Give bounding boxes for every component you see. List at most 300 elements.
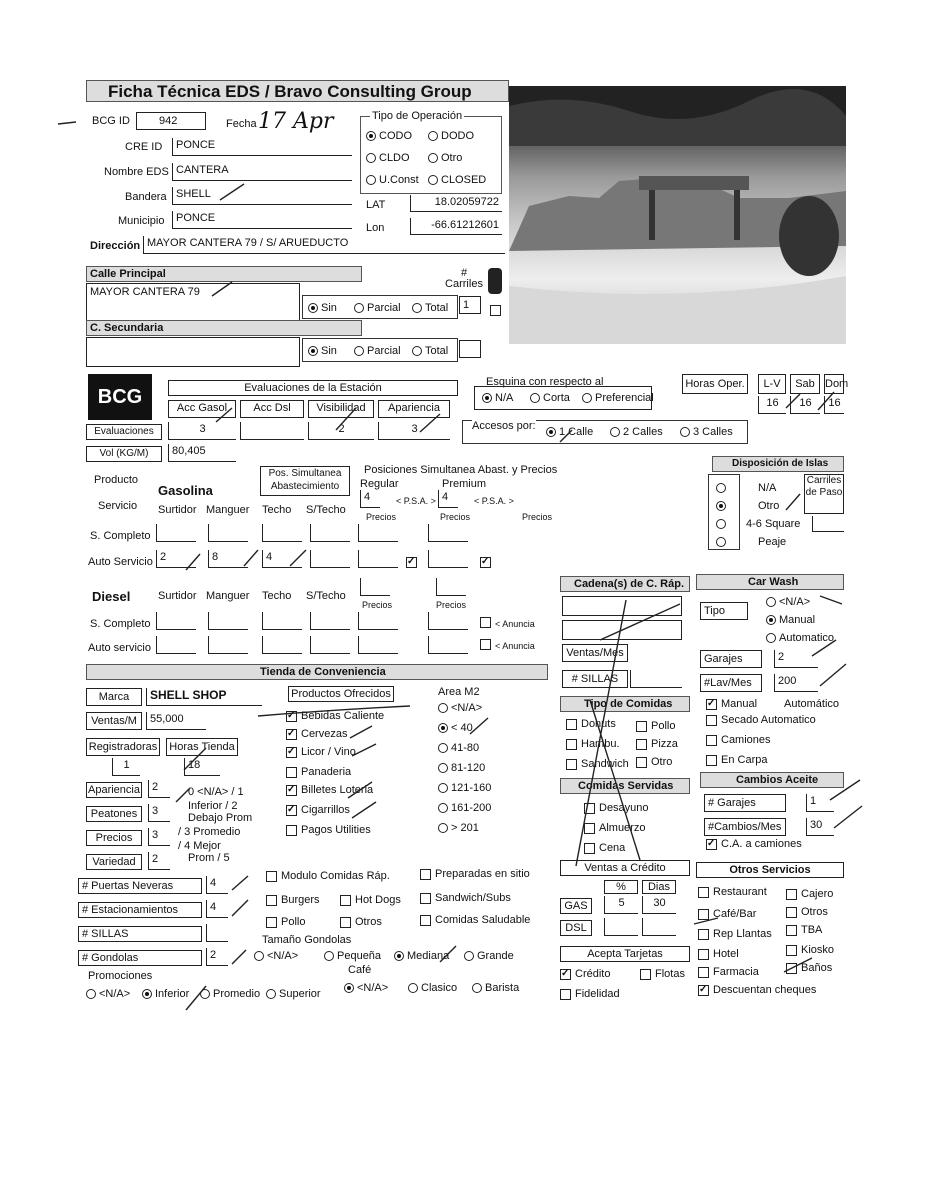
vc-pct-label: %: [604, 880, 638, 894]
gas-sc-stecho[interactable]: [310, 524, 350, 542]
option-label: Otro: [651, 756, 673, 768]
municipio-field[interactable]: PONCE: [172, 211, 352, 229]
registradoras-label: Registradoras: [86, 738, 160, 756]
regular-field[interactable]: 4: [360, 490, 380, 508]
promo-promedio[interactable]: [200, 988, 260, 1000]
dsl-sc-surtidor[interactable]: [156, 612, 196, 630]
comida-donuts[interactable]: [566, 718, 616, 730]
radio-icon: [308, 303, 318, 313]
prod-cigarrillos[interactable]: [286, 804, 350, 816]
radio-icon: [344, 983, 354, 993]
variedad-label: Variedad: [86, 854, 142, 870]
cambios-mes-field[interactable]: 30: [806, 818, 834, 836]
servida-desayuno[interactable]: [584, 802, 649, 814]
gondolas-field[interactable]: 2: [206, 948, 228, 966]
os-restaurant[interactable]: [698, 886, 767, 898]
checkbox-icon: [786, 925, 797, 936]
d-precios-1: Precios: [362, 600, 393, 610]
option-label: Otros: [355, 916, 382, 928]
accesos-2calles[interactable]: [610, 426, 663, 438]
gas-sc-manguer[interactable]: [208, 524, 248, 542]
dsl-as-surtidor[interactable]: [156, 636, 196, 654]
cambios-title: Cambios Aceite: [736, 774, 819, 786]
vc-dsl-dias[interactable]: [642, 918, 676, 936]
gas-as-regular-check[interactable]: [406, 554, 421, 572]
promo-superior[interactable]: [266, 988, 321, 1000]
dsl-sc-manguer[interactable]: [208, 612, 248, 630]
prod-billetes[interactable]: [286, 784, 373, 796]
acepta-credito[interactable]: [560, 968, 610, 980]
cafe-clasico[interactable]: [408, 982, 457, 994]
radio-icon: [438, 723, 448, 733]
option-label: Grande: [477, 950, 514, 962]
municipio-label: Municipio: [118, 215, 165, 227]
os-cafe[interactable]: [698, 908, 756, 920]
horas-dom[interactable]: 16: [824, 396, 844, 414]
vol-field[interactable]: 80,405: [168, 444, 236, 462]
disp-na-label: N/A: [758, 482, 777, 494]
cw-chk-camiones[interactable]: [706, 734, 771, 746]
scale-0: 0 <N/A> / 1: [188, 786, 244, 798]
diesel-label: Diesel: [92, 589, 131, 604]
radio-icon: [366, 131, 376, 141]
cw-automatico[interactable]: [766, 632, 834, 644]
gas-as-premium-check[interactable]: [480, 554, 495, 572]
checkbox-icon: [566, 719, 577, 730]
cafe-barista[interactable]: [472, 982, 519, 994]
vc-dsl-pct[interactable]: [604, 918, 638, 936]
tamano-grande[interactable]: [464, 950, 514, 962]
psa-regular: < P.S.A. >: [396, 496, 436, 506]
esquina-na[interactable]: [482, 392, 513, 404]
sandwich-subs[interactable]: [420, 892, 511, 904]
lon-field[interactable]: -66.61212601: [410, 218, 502, 235]
modulo-otros[interactable]: [340, 916, 382, 928]
apariencia-field[interactable]: 2: [148, 780, 170, 798]
d-col-manguer: Manguer: [206, 590, 250, 602]
tamano-title: Tamaño Gondolas: [262, 934, 352, 946]
os-otros[interactable]: [786, 906, 828, 918]
option-label: Inferior: [155, 988, 190, 1000]
option-label: 3 Calles: [693, 426, 733, 438]
radio-icon: [200, 989, 210, 999]
col-surtidor: Surtidor: [158, 504, 197, 516]
dsl-pos-regular[interactable]: [360, 578, 390, 596]
cambios-ca-camiones[interactable]: [706, 838, 802, 850]
semaforo-total[interactable]: [412, 302, 448, 314]
dsl-pos-premium[interactable]: [436, 578, 466, 596]
option-label: Cervezas: [301, 728, 348, 740]
option-label: DODO: [441, 130, 474, 142]
option-label: Camiones: [721, 734, 771, 746]
puertas-field[interactable]: 4: [206, 876, 228, 894]
option-label: Donuts: [581, 718, 616, 730]
option-label: Burgers: [281, 894, 320, 906]
calle-principal-field[interactable]: MAYOR CANTERA 79: [86, 283, 300, 321]
checkbox-icon: [698, 887, 709, 898]
horas-col-lv: L-V: [758, 374, 786, 394]
option-label: <N/A>: [267, 950, 299, 962]
checkbox-icon: [480, 557, 491, 568]
sillas-field[interactable]: [206, 924, 228, 942]
cw-na[interactable]: [766, 596, 810, 608]
eval-visibilidad[interactable]: 2: [308, 422, 374, 440]
checkbox-icon: [490, 305, 501, 316]
option-label: C.A. a camiones: [721, 838, 802, 850]
dsl-sc-premium[interactable]: [428, 612, 468, 630]
area-161-200[interactable]: [438, 802, 491, 814]
tipo-cldo[interactable]: [366, 152, 410, 164]
disp-peaje-label: Peaje: [758, 536, 787, 548]
acepta-title: Acepta Tarjetas: [560, 946, 690, 962]
c-secundaria-field[interactable]: [86, 337, 300, 367]
cre-id-field[interactable]: PONCE: [172, 138, 352, 156]
horas-tienda-field[interactable]: 18: [184, 758, 220, 776]
area-121-160[interactable]: [438, 782, 491, 794]
comida-sandwich[interactable]: [566, 758, 629, 770]
modulo-hotdogs[interactable]: [340, 894, 401, 906]
precios-label-1: Precios: [366, 512, 397, 522]
os-farmacia[interactable]: [698, 966, 759, 978]
variedad-field[interactable]: 2: [148, 852, 170, 870]
bcg-id-label: BCG ID: [92, 115, 130, 127]
eval-acc-dsl[interactable]: [240, 422, 304, 440]
accesos-3calles[interactable]: [680, 426, 733, 438]
radio-icon: [266, 989, 276, 999]
registradoras-field[interactable]: 1: [112, 758, 140, 776]
checkbox-icon: [640, 969, 651, 980]
checkbox-icon: [286, 711, 297, 722]
vc-gas-dias[interactable]: 30: [642, 896, 676, 914]
semaforo2-sin[interactable]: [308, 345, 337, 357]
pos-sim-title: Posiciones Simultanea Abast. y Precios: [364, 464, 558, 476]
checkbox-icon: [560, 969, 571, 980]
option-label: Desayuno: [599, 802, 649, 814]
cadenas-field-2[interactable]: [562, 620, 682, 640]
comidas-servidas-title: Comidas Servidas: [578, 780, 674, 792]
disp-square[interactable]: [716, 518, 729, 530]
cambios-garajes-field[interactable]: 1: [806, 794, 834, 812]
preparadas-sitio[interactable]: [420, 868, 530, 880]
os-hotel[interactable]: [698, 948, 739, 960]
option-label: En Carpa: [721, 754, 768, 766]
disp-otro[interactable]: [716, 500, 729, 512]
ventas-m-field[interactable]: 55,000: [146, 712, 206, 730]
radio-icon: [254, 951, 264, 961]
eval-apariencia[interactable]: 3: [378, 422, 450, 440]
carriles-paso-field[interactable]: [812, 516, 844, 532]
prod-licor[interactable]: [286, 746, 356, 758]
area-na[interactable]: [438, 702, 482, 714]
radio-icon: [438, 823, 448, 833]
horas-tienda-label: Horas Tienda: [166, 738, 238, 756]
carriles-label: # Carriles: [445, 267, 483, 290]
disp-na[interactable]: [716, 482, 729, 494]
dsl-sc-techo[interactable]: [262, 612, 302, 630]
option-label: Pagos Utilities: [301, 824, 371, 836]
comida-hambu[interactable]: [566, 738, 620, 750]
apariencia-label: Apariencia: [86, 782, 142, 798]
cw-chk-manual[interactable]: [706, 698, 757, 710]
station-photo-svg: [509, 86, 846, 344]
eval-col-acc-dsl: Acc Dsl: [240, 400, 304, 418]
lat-label: LAT: [366, 199, 386, 211]
option-label: 1 Calle: [559, 426, 594, 438]
dsl-as-anuncia[interactable]: [480, 636, 535, 654]
option-label: Almuerzo: [599, 822, 646, 834]
d-col-stecho: S/Techo: [306, 590, 346, 602]
area-41-80[interactable]: [438, 742, 479, 754]
tipo-codo[interactable]: [366, 130, 412, 142]
radio-icon: [716, 537, 726, 547]
tipo-dodo[interactable]: [428, 130, 474, 142]
acepta-fidelidad[interactable]: [560, 988, 620, 1000]
horas-label: Horas Oper.: [682, 374, 748, 394]
c-secundaria-label: C. Secundaria: [90, 322, 164, 334]
area-title: Area M2: [438, 686, 480, 698]
option-label: Manual: [779, 614, 816, 626]
area-gt201[interactable]: [438, 822, 479, 834]
radio-icon: [464, 951, 474, 961]
cambios-garajes-label: # Garajes: [704, 794, 786, 812]
gas-as-regular[interactable]: [358, 550, 398, 568]
eval-col-acc-gasol: Acc Gasol: [168, 400, 236, 418]
cw-chk-carpa[interactable]: [706, 754, 767, 766]
option-label: Pollo: [651, 720, 676, 732]
horas-lv[interactable]: 16: [758, 396, 786, 414]
option-label: Farmacia: [713, 966, 759, 978]
marca-field[interactable]: SHELL SHOP: [146, 688, 262, 706]
gas-sc-regular[interactable]: [358, 524, 398, 542]
checkbox-icon: [584, 843, 595, 854]
option-label: 41-80: [451, 742, 480, 754]
option-label: Pollo: [281, 916, 306, 928]
os-banos[interactable]: [786, 962, 832, 974]
cw-lav-field[interactable]: 200: [774, 674, 818, 692]
gas-sc-premium[interactable]: [428, 524, 468, 542]
modulo-burgers[interactable]: [266, 894, 320, 906]
dsl-sc-anuncia[interactable]: [480, 614, 535, 632]
direccion-field[interactable]: MAYOR CANTERA 79 / S/ ARUEDUCTO: [143, 236, 505, 254]
radio-icon: [766, 615, 776, 625]
scale-2: Debajo Prom: [188, 812, 253, 824]
semaforo2-parcial[interactable]: [354, 345, 401, 357]
gas-as-premium[interactable]: [428, 550, 468, 568]
dsl-sc-regular[interactable]: [358, 612, 398, 630]
gas-as-manguer[interactable]: 8: [208, 550, 248, 568]
prod-panaderia[interactable]: [286, 766, 351, 778]
disp-square-label: 4-6 Square: [746, 518, 801, 530]
dsl-sc-stecho[interactable]: [310, 612, 350, 630]
os-tba[interactable]: [786, 924, 822, 936]
sillas-label-cr: # SILLAS: [562, 670, 628, 688]
radio-icon: [324, 951, 334, 961]
vc-gas-pct[interactable]: 5: [604, 896, 638, 914]
col-techo: Techo: [262, 504, 292, 516]
comida-pollo[interactable]: [636, 720, 675, 732]
eval-acc-gasol[interactable]: 3: [168, 422, 236, 440]
option-label: Crédito: [575, 968, 611, 980]
checkbox-icon: [786, 963, 797, 974]
fecha-value[interactable]: 17 Apr: [258, 109, 334, 134]
radio-icon: [680, 427, 690, 437]
tipo-closed[interactable]: [428, 174, 486, 186]
checkbox-icon: [698, 949, 709, 960]
radio-icon: [582, 393, 592, 403]
os-kiosko[interactable]: [786, 944, 834, 956]
comidas-saludable[interactable]: [420, 914, 530, 926]
radio-icon: [530, 393, 540, 403]
carriles2-field[interactable]: [459, 340, 481, 358]
area-lt40[interactable]: [438, 722, 473, 734]
tipo-uconst[interactable]: [366, 174, 419, 186]
option-label: Cena: [599, 842, 626, 854]
checkbox-icon: [266, 917, 277, 928]
option-label: Baños: [801, 962, 833, 974]
os-cajero[interactable]: [786, 888, 833, 900]
option-label: Sin: [321, 345, 337, 357]
precios-label: Precios: [86, 830, 142, 846]
gas-sc-techo[interactable]: [262, 524, 302, 542]
scale-3: / 3 Promedio: [178, 826, 241, 838]
servida-almuerzo[interactable]: [584, 822, 645, 834]
radio-icon: [766, 597, 776, 607]
bcg-logo: BCG: [88, 374, 152, 420]
cw-garajes-field[interactable]: 2: [774, 650, 818, 668]
semaforo-sin[interactable]: [308, 302, 337, 314]
nombre-label: Nombre EDS: [104, 166, 169, 178]
cw-chk-automatico[interactable]: Automático: [784, 698, 840, 710]
dsl-as-techo[interactable]: [262, 636, 302, 654]
gas-as-techo[interactable]: 4: [262, 550, 302, 568]
servida-cena[interactable]: [584, 842, 625, 854]
gas-as-stecho[interactable]: [310, 550, 350, 568]
option-label: Parcial: [367, 302, 401, 314]
prod-cervezas[interactable]: [286, 728, 347, 740]
dsl-as-stecho[interactable]: [310, 636, 350, 654]
option-label: Pequeña: [337, 950, 382, 962]
car-wash-tipo: Tipo: [700, 602, 748, 620]
peatones-field[interactable]: 3: [148, 804, 170, 822]
checkbox-icon: [266, 871, 277, 882]
promo-na[interactable]: [86, 988, 130, 1000]
carriles-field[interactable]: 1: [459, 296, 481, 314]
gas-as-surtidor[interactable]: 2: [156, 550, 196, 568]
option-label: Mediana: [407, 950, 450, 962]
esquina-preferencial[interactable]: [582, 392, 654, 404]
option-label: Descuentan cheques: [713, 984, 817, 996]
precios-field[interactable]: 3: [148, 828, 170, 846]
comida-pizza[interactable]: [636, 738, 678, 750]
pos-sim-label: Pos. Simultanea Abastecimiento: [260, 466, 350, 496]
cw-manual[interactable]: [766, 614, 815, 626]
option-label: Billetes Loteria: [301, 784, 374, 796]
carriles-paso-label: Carriles de Paso: [804, 474, 844, 514]
tamano-mediana[interactable]: [394, 950, 449, 962]
checkbox-icon: [420, 893, 431, 904]
checkbox-icon: [706, 839, 717, 850]
option-label: Bebidas Caliente: [301, 710, 385, 722]
esquina-corta[interactable]: [530, 392, 570, 404]
carriles-check[interactable]: [490, 302, 505, 320]
disp-peaje[interactable]: [716, 536, 729, 548]
option-label: Cigarrillos: [301, 804, 350, 816]
dsl-as-manguer[interactable]: [208, 636, 248, 654]
tamano-pequena[interactable]: [324, 950, 381, 962]
tipo-otro[interactable]: [428, 152, 462, 164]
semaforo2-total[interactable]: [412, 345, 448, 357]
radio-icon: [716, 501, 726, 511]
cw-lav-label: #Lav/Mes: [700, 674, 762, 692]
nombre-field[interactable]: CANTERA: [172, 163, 352, 181]
checkbox-icon: [480, 639, 491, 650]
option-label: Sandwich/Subs: [435, 892, 511, 904]
dsl-as-premium[interactable]: [428, 636, 468, 654]
promo-inferior[interactable]: [142, 988, 189, 1000]
estac-field[interactable]: 4: [206, 900, 228, 918]
ventas-credito-title: Ventas a Crédito: [560, 860, 690, 876]
cadenas-field-1[interactable]: [562, 596, 682, 616]
semaforo-parcial[interactable]: [354, 302, 401, 314]
cafe-na[interactable]: [344, 982, 388, 994]
radio-icon: [408, 983, 418, 993]
checkbox-icon: [286, 729, 297, 740]
premium-field[interactable]: 4: [438, 490, 458, 508]
accesos-1calle[interactable]: [546, 426, 593, 438]
bandera-label: Bandera: [125, 191, 167, 203]
dsl-as-regular[interactable]: [358, 636, 398, 654]
station-photo: [509, 86, 846, 344]
tamano-na[interactable]: [254, 950, 298, 962]
gas-sc-surtidor[interactable]: [156, 524, 196, 542]
option-label: Hotel: [713, 948, 739, 960]
checkbox-icon: [286, 825, 297, 836]
vc-dsl-label: DSL: [560, 920, 592, 936]
option-label: CLDO: [379, 152, 410, 164]
os-descuentan[interactable]: [698, 984, 816, 996]
bcg-id-field[interactable]: 942: [136, 112, 206, 130]
option-label: U.Const: [379, 174, 419, 186]
option-label: Automatico: [779, 632, 835, 644]
traffic-light-icon: [488, 268, 502, 294]
checkbox-icon: [560, 989, 571, 1000]
modulo-comidas[interactable]: [266, 870, 390, 882]
checkbox-icon: [286, 805, 297, 816]
checkbox-icon: [698, 909, 709, 920]
option-label: Cajero: [801, 888, 834, 900]
option-label: Otro: [441, 152, 463, 164]
option-label: Secado Automatico: [721, 714, 816, 726]
sillas-field-cr[interactable]: [630, 670, 682, 688]
prod-bebidas[interactable]: [286, 710, 384, 722]
option-label: CODO: [379, 130, 412, 142]
lat-field[interactable]: 18.02059722: [410, 195, 502, 212]
horas-sab[interactable]: 16: [790, 396, 820, 414]
cw-chk-secado[interactable]: [706, 714, 816, 726]
prod-pagos[interactable]: [286, 824, 371, 836]
radio-icon: [142, 989, 152, 999]
comida-otro[interactable]: [636, 756, 672, 768]
scale-4: / 4 Mejor: [178, 840, 221, 852]
horas-col-dom: Dom: [824, 374, 844, 394]
precios-label-3: Precios: [522, 512, 553, 522]
option-label: Superior: [279, 988, 321, 1000]
bandera-field[interactable]: SHELL: [172, 187, 352, 205]
os-rep-llantas[interactable]: [698, 928, 772, 940]
modulo-pollo[interactable]: [266, 916, 305, 928]
area-81-120[interactable]: [438, 762, 485, 774]
acepta-flotas[interactable]: [640, 968, 685, 980]
